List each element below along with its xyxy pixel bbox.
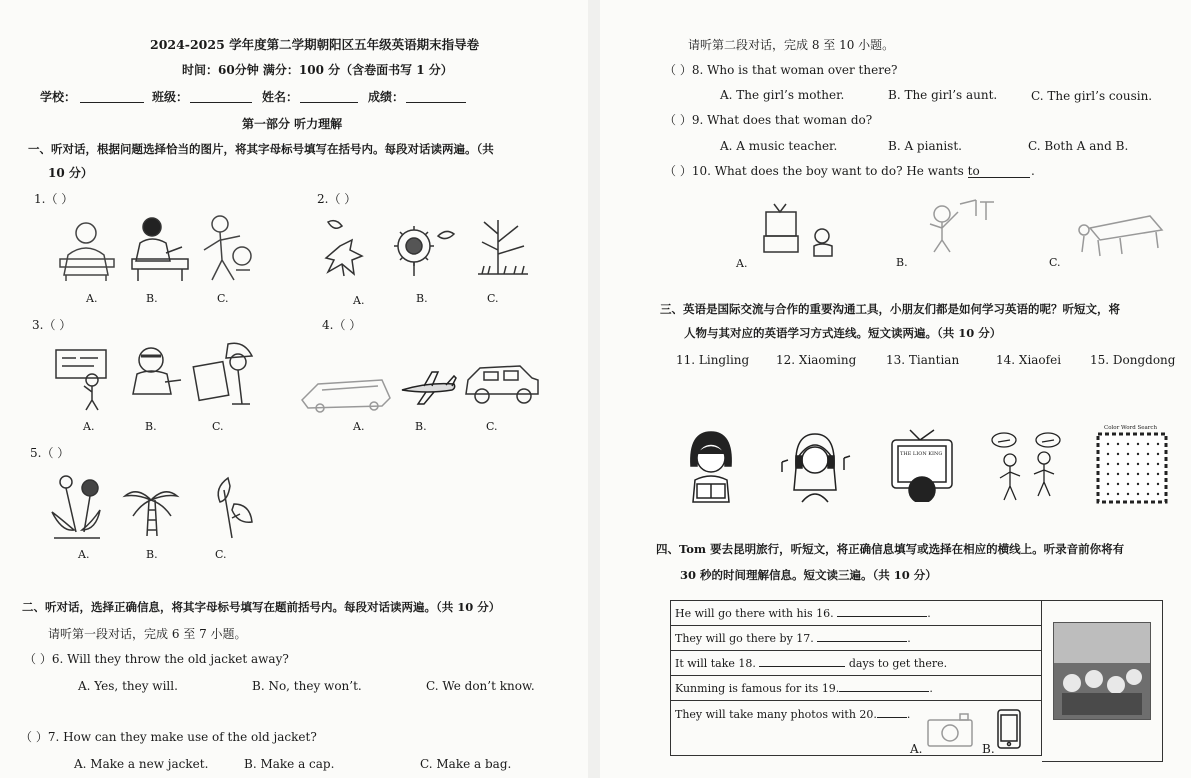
q7-option-c[interactable]: C. Make a bag. [420,757,512,771]
q20-option-a[interactable]: A. [910,742,923,756]
q5-option-c[interactable]: C. [215,548,227,561]
table-row [671,626,1042,651]
kunming-photo [1053,622,1151,720]
answer-blank-18[interactable] [759,656,845,667]
page-gutter [588,0,600,778]
word-search-title: Color Word Search [1104,425,1158,431]
q2-option-a[interactable]: A. [353,294,365,307]
q8-option-a[interactable]: A. The girl’s mother. [720,88,845,102]
talking-kids-icon[interactable] [990,430,1068,504]
name-dongdong[interactable]: 15. Dongdong [1090,353,1176,367]
row-18 [671,651,1042,676]
name-xiaofei[interactable]: 14. Xiaofei [996,353,1062,367]
row-18-text: It will take 18. [675,657,756,670]
q20-option-b[interactable]: B. [982,742,995,756]
q4-option-c[interactable]: C. [486,420,498,433]
q1-option-c[interactable]: C. [217,292,229,305]
row-20: They will take many photos with 20. . [671,701,1042,756]
q8-option-b[interactable]: B. The girl’s aunt. [888,88,998,102]
row-20-text: They will take many photos with 20. [675,708,877,721]
table-row [671,601,1042,626]
q4-option-b[interactable]: B. [415,420,427,433]
q2-option-b[interactable]: B. [416,292,428,305]
q1-picture-c [200,210,258,284]
section1-instruction: 一、听对话，根据问题选择恰当的图片，将其字母标号填写在括号内。每段对话读两遍。（共 [28,142,494,156]
q3-option-b[interactable]: B. [145,420,157,433]
q10-text[interactable]: （ ）10. What does the boy want to do? He wants to [664,164,980,178]
q4-picture-b [398,370,458,406]
row-19-text: Kunming is famous for its 19. [675,682,840,695]
section3-instruction: 三、英语是国际交流与合作的重要沟通工具，小朋友们都是如何学习英语的呢？听短文，将 [660,302,1120,316]
section4-instruction: 四、Tom 要去昆明旅行，听短文，将正确信息填写或选择在相应的横线上。听录音前你将有 [656,542,1125,556]
section2-sub2: 请听第二段对话，完成 8 至 10 小题。 [688,38,895,52]
table-row [671,651,1042,676]
table-row [671,676,1042,701]
section1-instruction-cont: 10 分） [48,166,93,180]
q1-option-b[interactable]: B. [146,292,158,305]
name-lingling[interactable]: 11. Lingling [676,353,750,367]
q10-picture-b [914,196,1000,254]
q4-picture-a [298,370,394,416]
q4-option-a[interactable]: A. [353,420,365,433]
answer-blank-17[interactable] [817,631,907,642]
exam-title: 2024-2025 学年度第二学期朝阳区五年级英语期末指导卷 [150,37,480,52]
q6-option-c[interactable]: C. We don’t know. [426,679,535,693]
q7-option-b[interactable]: B. Make a cap. [244,757,335,771]
q2-option-c[interactable]: C. [487,292,499,305]
camera-icon [926,712,974,748]
section3-instruction-cont: 人物与其对应的英语学习方式连线。短文读两遍。（共 10 分） [684,326,1002,340]
q5-picture-a [44,472,106,544]
q7-option-a[interactable]: A. Make a new jacket. [74,757,209,771]
name-xiaoming[interactable]: 12. Xiaoming [776,353,857,367]
answer-blank-20[interactable] [877,707,907,718]
q8-option-c[interactable]: C. The girl’s cousin. [1031,89,1153,103]
q9-option-a[interactable]: A. A music teacher. [720,139,838,153]
answer-blank-19[interactable] [839,681,929,692]
q9-text[interactable]: （ ）9. What does that woman do? [664,113,873,127]
school-blank[interactable] [80,92,144,103]
q5-picture-c [210,474,256,540]
q5-picture-b [121,480,181,538]
row-17: They will go there by 17. . [671,626,1042,651]
q3-option-a[interactable]: A. [83,420,95,433]
score-blank[interactable] [406,92,466,103]
q5-bracket[interactable]: 5.（ ） [30,446,70,460]
q10-option-c[interactable]: C. [1049,256,1061,269]
q2-picture-c [474,214,532,278]
q3-picture-b [127,344,183,404]
phone-icon [996,708,1022,750]
class-blank[interactable] [190,92,252,103]
tv-watching-icon[interactable] [890,426,954,502]
q5-option-a[interactable]: A. [78,548,90,561]
q4-bracket[interactable]: 4.（ ） [322,318,362,332]
score-label: 成绩： [368,90,405,104]
q9-option-c[interactable]: C. Both A and B. [1028,139,1129,153]
q3-picture-c [192,338,258,410]
q10-option-b[interactable]: B. [896,256,908,269]
q10-picture-c [1070,208,1170,260]
q4-picture-c [462,360,542,408]
row-18-text-end: days to get there. [848,657,948,670]
answer-blank-16[interactable] [837,606,927,617]
class-label: 班级： [152,90,189,104]
q8-text[interactable]: （ ）8. Who is that woman over there? [664,63,898,77]
row-16: He will go there with his 16. . [671,601,1042,626]
q3-bracket[interactable]: 3.（ ） [32,318,72,332]
name-label: 姓名： [262,90,299,104]
q10-picture-a [760,202,846,260]
q7-text[interactable]: （ ）7. How can they make use of the old jacket? [20,730,317,744]
q10-option-a[interactable]: A. [736,257,748,270]
q1-bracket[interactable]: 1.（ ） [34,192,74,206]
q1-picture-a [56,215,118,283]
q6-option-a[interactable]: A. Yes, they will. [78,679,178,693]
q2-picture-b [388,222,458,276]
q2-picture-a [318,216,364,278]
row-19: Kunming is famous for its 19. . [671,676,1042,701]
word-search-icon[interactable] [1096,424,1168,504]
reading-girl-icon[interactable] [685,428,737,504]
section4-instruction-cont: 30 秒的时间理解信息。短文读三遍。（共 10 分） [680,568,937,582]
name-blank[interactable] [300,92,358,103]
row-16-text: He will go there with his 16. [675,607,834,620]
q5-option-b[interactable]: B. [146,548,158,561]
part1-heading: 第一部分 听力理解 [242,117,343,131]
q6-text[interactable]: （ ）6. Will they throw the old jacket away? [24,652,289,666]
q2-bracket[interactable]: 2.（ ） [317,192,357,206]
exam-time-line: 时间：60分钟 满分：100 分（含卷面书写 1 分） [182,63,453,77]
school-label: 学校： [40,90,77,104]
name-tiantian[interactable]: 13. Tiantian [886,353,960,367]
q10-period: . [1031,164,1035,178]
q1-picture-b [126,213,192,283]
section2-sub1: 请听第一段对话，完成 6 至 7 小题。 [48,627,247,641]
travel-info-table [670,600,1042,756]
q3-option-c[interactable]: C. [212,420,224,433]
q6-option-b[interactable]: B. No, they won’t. [252,679,362,693]
q9-option-b[interactable]: B. A pianist. [888,139,962,153]
headphones-girl-icon[interactable] [778,428,852,504]
row-17-text: They will go there by 17. [675,632,814,645]
q3-picture-a [54,346,110,412]
tv-screen-text: THE LION KING [900,451,943,457]
q10-answer-blank[interactable] [968,167,1030,178]
section2-instruction: 二、听对话，选择正确信息，将其字母标号填写在题前括号内。每段对话读两遍。（共 10 分） [22,600,501,614]
q1-option-a[interactable]: A. [86,292,98,305]
